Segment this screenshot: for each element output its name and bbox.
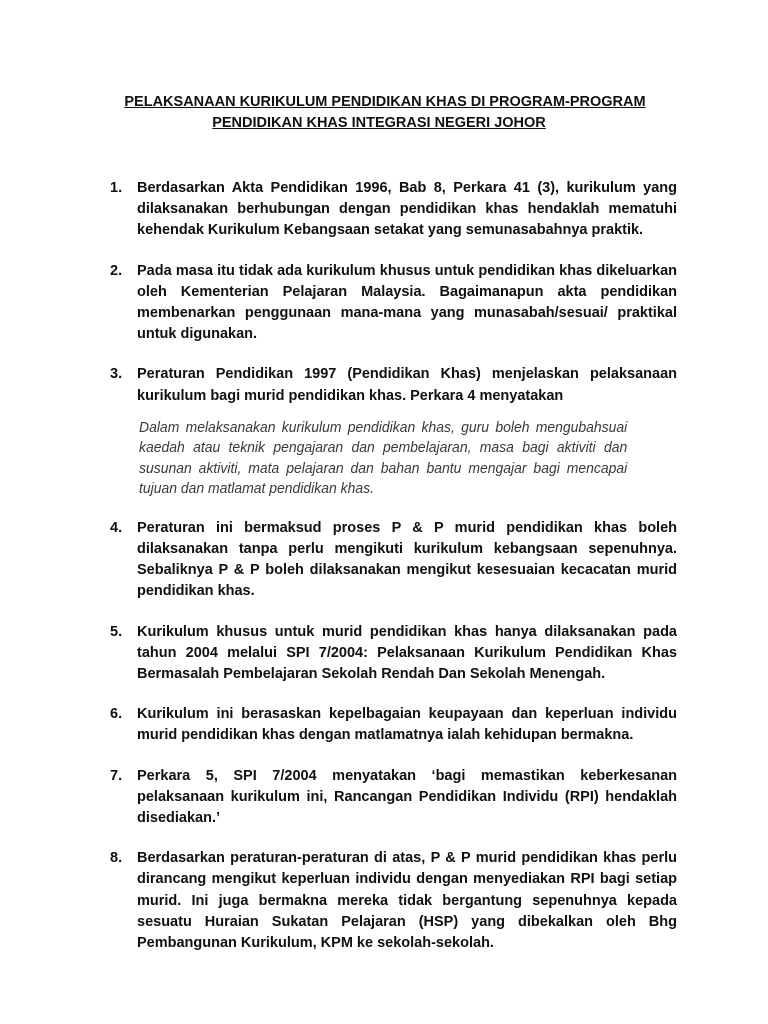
title-line-2: PENDIDIKAN KHAS INTEGRASI NEGERI JOHOR [212, 115, 546, 131]
list-item [110, 766, 677, 830]
list-item [110, 704, 677, 746]
item-number: 2. [110, 262, 123, 279]
item-text: Pada masa itu tidak ada kurikulum khusus untuk pendidikan khas dikeluarkan oleh Kementerian Pelajaran Malaysia. Bagaimanapun akta pendidikan membenarkan penggunaan mana-mana yang munasabah/sesuai/ praktikal untuk digunakan. [137, 262, 677, 343]
item-text: Berdasarkan peraturan-peraturan di atas, P & P murid pendidikan khas perlu dirancang mengikut keperluan individu dengan menyediakan RPI bagi setiap murid. Ini juga bermakna mereka tidak bergantung sepenuhnya kepada sesuatu Huraian Sukatan Pelajaran (HSP) yang dibekalkan oleh Bhg Pembangunan Kurikulum, KPM ke sekolah-sekolah. [137, 850, 677, 952]
numbered-list [110, 178, 677, 973]
item-number: 6. [110, 706, 123, 723]
item-number: 7. [110, 767, 123, 784]
item-number: 4. [110, 519, 123, 536]
item-number: 3. [110, 366, 123, 383]
list-item [110, 261, 677, 346]
list-item [110, 178, 677, 242]
item-text: Peraturan Pendidikan 1997 (Pendidikan Khas) menjelaskan pelaksanaan kurikulum bagi murid pendidikan khas. Perkara 4 menyatakan [137, 366, 677, 404]
item-text: Peraturan ini bermaksud proses P & P murid pendidikan khas boleh dilaksanakan tanpa perlu mengikuti kurikulum kebangsaan sepenuhnya. Sebaliknya P & P boleh dilaksanakan mengikut kesesuaian kecacatan murid pendidikan khas. [137, 519, 677, 600]
item-number: 8. [110, 850, 123, 867]
list-item [110, 518, 677, 603]
item-text: Berdasarkan Akta Pendidikan 1996, Bab 8, Perkara 41 (3), kurikulum yang dilaksanakan berhubungan dengan pendidikan khas hendaklah mematuhi kehendak Kurikulum Kebangsaan setakat yang semunasabahnya praktik. [137, 180, 677, 239]
title-line-1: PELAKSANAAN KURIKULUM PENDIDIKAN KHAS DI PROGRAM-PROGRAM [124, 94, 646, 110]
item-text: Kurikulum ini berasaskan kepelbagaian keupayaan dan keperluan individu murid pendidikan khas dengan matlamatnya ialah kehidupan bermakna. [137, 706, 677, 744]
list-item [110, 622, 677, 686]
item-number: 1. [110, 180, 123, 196]
list-item [110, 364, 677, 406]
item-text: Kurikulum khusus untuk murid pendidikan khas hanya dilaksanakan pada tahun 2004 melalui SPI 7/2004: Pelaksanaan Kurikulum Pendidikan Khas Bermasalah Pembelajaran Sekolah Rendah Dan Sekolah Menengah. [137, 623, 677, 683]
document-title [0, 92, 768, 134]
list-item [110, 848, 677, 954]
quoted-regulation-text: Dalam melaksanakan kurikulum pendidikan khas, guru boleh mengubahsuai kaedah atau teknik pengajaran dan pembelajaran, masa bagi aktiviti dan susunan aktiviti, mata pelajaran dan bahan bantu mengajar bagi mencapai tujuan dan matlamat pendidikan khas. [139, 418, 628, 498]
item-text: Perkara 5, SPI 7/2004 menyatakan ‘bagi memastikan keberkesanan pelaksanaan kurikulum ini, Rancangan Pendidikan Individu (RPI) hendaklah disediakan.’ [137, 767, 677, 827]
item-number: 5. [110, 623, 123, 640]
